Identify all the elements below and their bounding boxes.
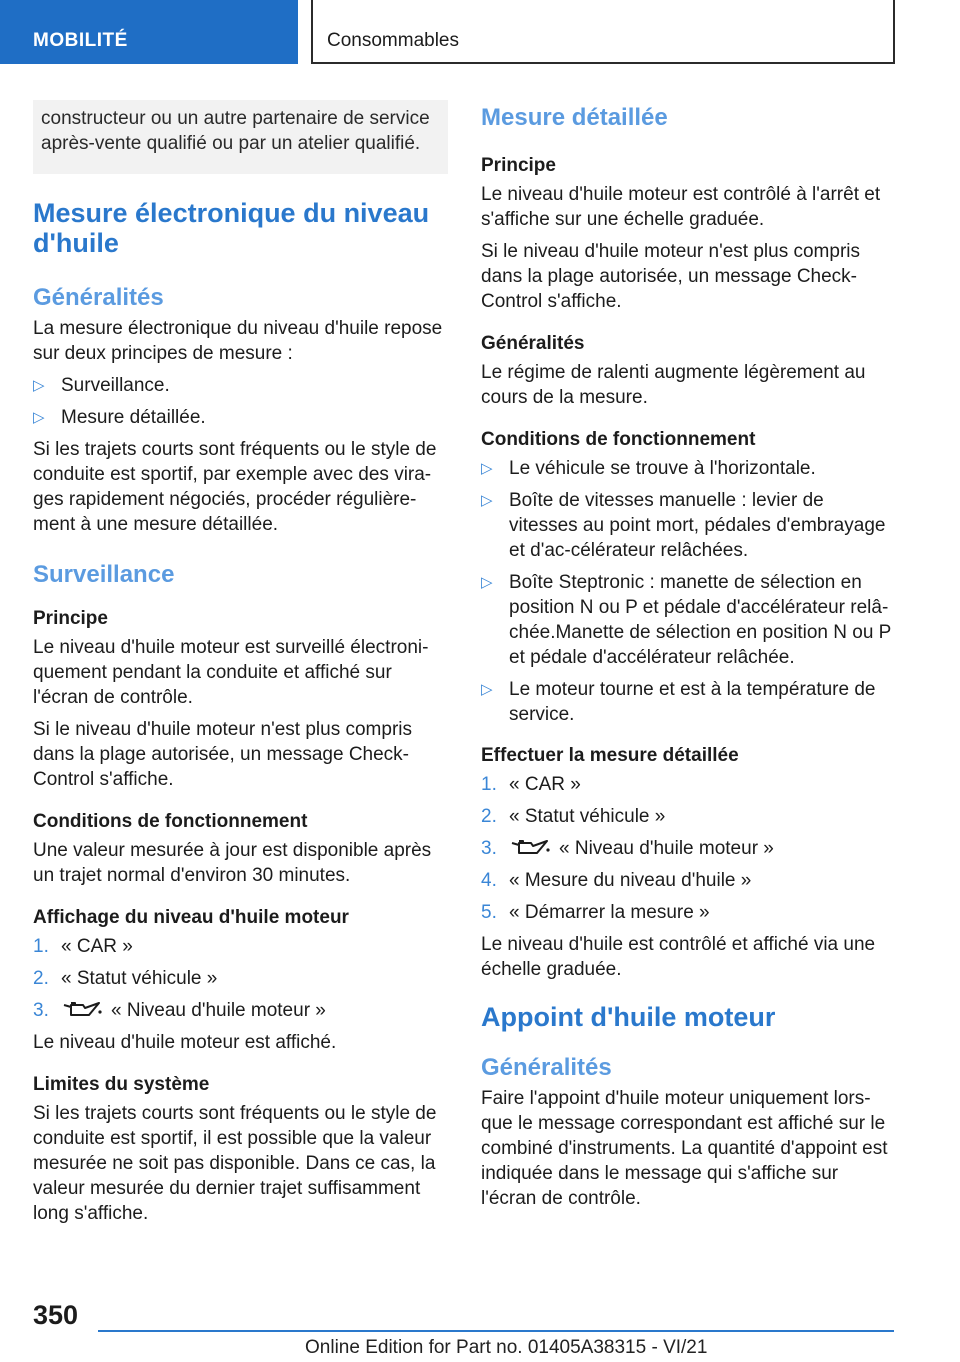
- triangle-bullet-icon: ▷: [33, 377, 45, 394]
- list-item: ▷ Mesure détaillée.: [33, 407, 206, 428]
- list-item: 4. « Mesure du niveau d'huile »: [481, 870, 752, 891]
- list-item: 3. « Niveau d'huile moteur »: [481, 838, 774, 859]
- triangle-bullet-icon: ▷: [481, 574, 493, 591]
- heading-electronic-measure: Mesure électronique du niveau d'huile: [33, 198, 430, 258]
- list-item: ▷ Le véhicule se trouve à l'horizontale.: [481, 458, 816, 479]
- oil-can-icon: [509, 837, 551, 857]
- list-item: ▷ Surveillance.: [33, 375, 170, 396]
- heading-general-right: Généralités: [481, 333, 585, 354]
- principe-paragraph-2: Si le niveau d'huile moteur n'est plus compris dans la plage autorisée, un message Check-Control s'affiche.: [33, 719, 412, 790]
- list-item: ▷ Boîte Steptronic : manette de sélection en position N ou P et pédale d'accélérateur relâ-chée.Manette de sélection en position N ou P et pédale d'accélérateur relâchée.: [481, 572, 892, 668]
- list-item: 3. « Niveau d'huile moteur »: [33, 1000, 326, 1021]
- heading-system-limits: Limites du système: [33, 1074, 210, 1095]
- chapter-title: Consommables: [311, 0, 895, 64]
- general-right-paragraph: Le régime de ralenti augmente légèrement au cours de la mesure.: [481, 362, 866, 408]
- principe-right-paragraph-2: Si le niveau d'huile moteur n'est plus compris dans la plage autorisée, un message Check-Control s'affiche.: [481, 241, 860, 312]
- heading-oil-topup: Appoint d'huile moteur: [481, 1002, 776, 1032]
- heading-principe-right: Principe: [481, 155, 556, 176]
- edition-text: Online Edition for Part no. 01405A38315 - VI/21: [305, 1337, 708, 1358]
- heading-surveillance: Surveillance: [33, 561, 175, 588]
- list-item: 1. « CAR »: [33, 936, 133, 957]
- triangle-bullet-icon: ▷: [33, 409, 45, 426]
- list-item: ▷ Le moteur tourne et est à la température de service.: [481, 679, 876, 725]
- limits-paragraph: Si les trajets courts sont fréquents ou le style de conduite est sportif, il est possible que la valeur mesurée ne soit pas disponible. Dans ce cas, la valeur mesurée du dernier trajet suffisamment long s'affiche.: [33, 1103, 437, 1224]
- triangle-bullet-icon: ▷: [481, 460, 493, 477]
- heading-topup-general: Généralités: [481, 1054, 612, 1081]
- display-paragraph: Le niveau d'huile moteur est affiché.: [33, 1032, 337, 1053]
- triangle-bullet-icon: ▷: [481, 492, 493, 509]
- callout-box: constructeur ou un autre partenaire de service après-vente qualifié ou par un atelier qualifié.: [33, 100, 448, 174]
- heading-principe: Principe: [33, 608, 108, 629]
- left-column: [33, 198, 449, 1233]
- heading-perform-measure: Effectuer la mesure détaillée: [481, 745, 739, 766]
- display-steps: [33, 934, 449, 1023]
- principe-right-paragraph: Le niveau d'huile moteur est contrôlé à l'arrêt et s'affiche sur une échelle graduée.: [481, 184, 881, 230]
- general-paragraph: La mesure électronique du niveau d'huile repose sur deux principes de mesure :: [33, 318, 443, 364]
- general-list: [33, 373, 449, 430]
- triangle-bullet-icon: ▷: [481, 681, 493, 698]
- conditions-list: [481, 456, 897, 727]
- general-paragraph-2: Si les trajets courts sont fréquents ou le style de conduite est sportif, par exemple avec des vira-ges rapidement négociés, procéder régulière-ment à une mesure détaillée.: [33, 439, 437, 535]
- page-header: [0, 0, 960, 66]
- list-item: 2. « Statut véhicule »: [481, 806, 666, 827]
- perform-paragraph: Le niveau d'huile est contrôlé et affiché via une échelle graduée.: [481, 934, 876, 980]
- heading-display-oil-level: Affichage du niveau d'huile moteur: [33, 907, 349, 928]
- footer-divider: [98, 1330, 894, 1332]
- right-column: [481, 104, 897, 1218]
- heading-conditions: Conditions de fonctionnement: [33, 811, 308, 832]
- list-item: 2. « Statut véhicule »: [33, 968, 218, 989]
- heading-conditions-right: Conditions de fonctionnement: [481, 429, 756, 450]
- list-item: ▷ Boîte de vitesses manuelle : levier de vitesses au point mort, pédales d'embrayage et d'ac-célérateur relâchées.: [481, 490, 886, 561]
- heading-detailed-measure: Mesure détaillée: [481, 104, 668, 131]
- page-number: 350: [33, 1300, 79, 1330]
- oil-can-icon: [61, 999, 103, 1019]
- list-item: 5. « Démarrer la mesure »: [481, 902, 710, 923]
- list-item: 1. « CAR »: [481, 774, 581, 795]
- conditions-paragraph: Une valeur mesurée à jour est disponible après un trajet normal d'environ 30 minutes.: [33, 840, 432, 886]
- topup-paragraph: Faire l'appoint d'huile moteur uniquement lors-que le message correspondant est affiché sur le combiné d'instruments. La quantité d'appoint est indiquée dans le message qui s'affiche sur l'écran de contrôle.: [481, 1088, 888, 1209]
- heading-general: Généralités: [33, 284, 164, 311]
- principe-paragraph: Le niveau d'huile moteur est surveillé électroni-quement pendant la conduite et affiché sur l'écran de contrôle.: [33, 637, 429, 708]
- perform-steps: [481, 772, 897, 925]
- section-tab: MOBILITÉ: [0, 0, 298, 64]
